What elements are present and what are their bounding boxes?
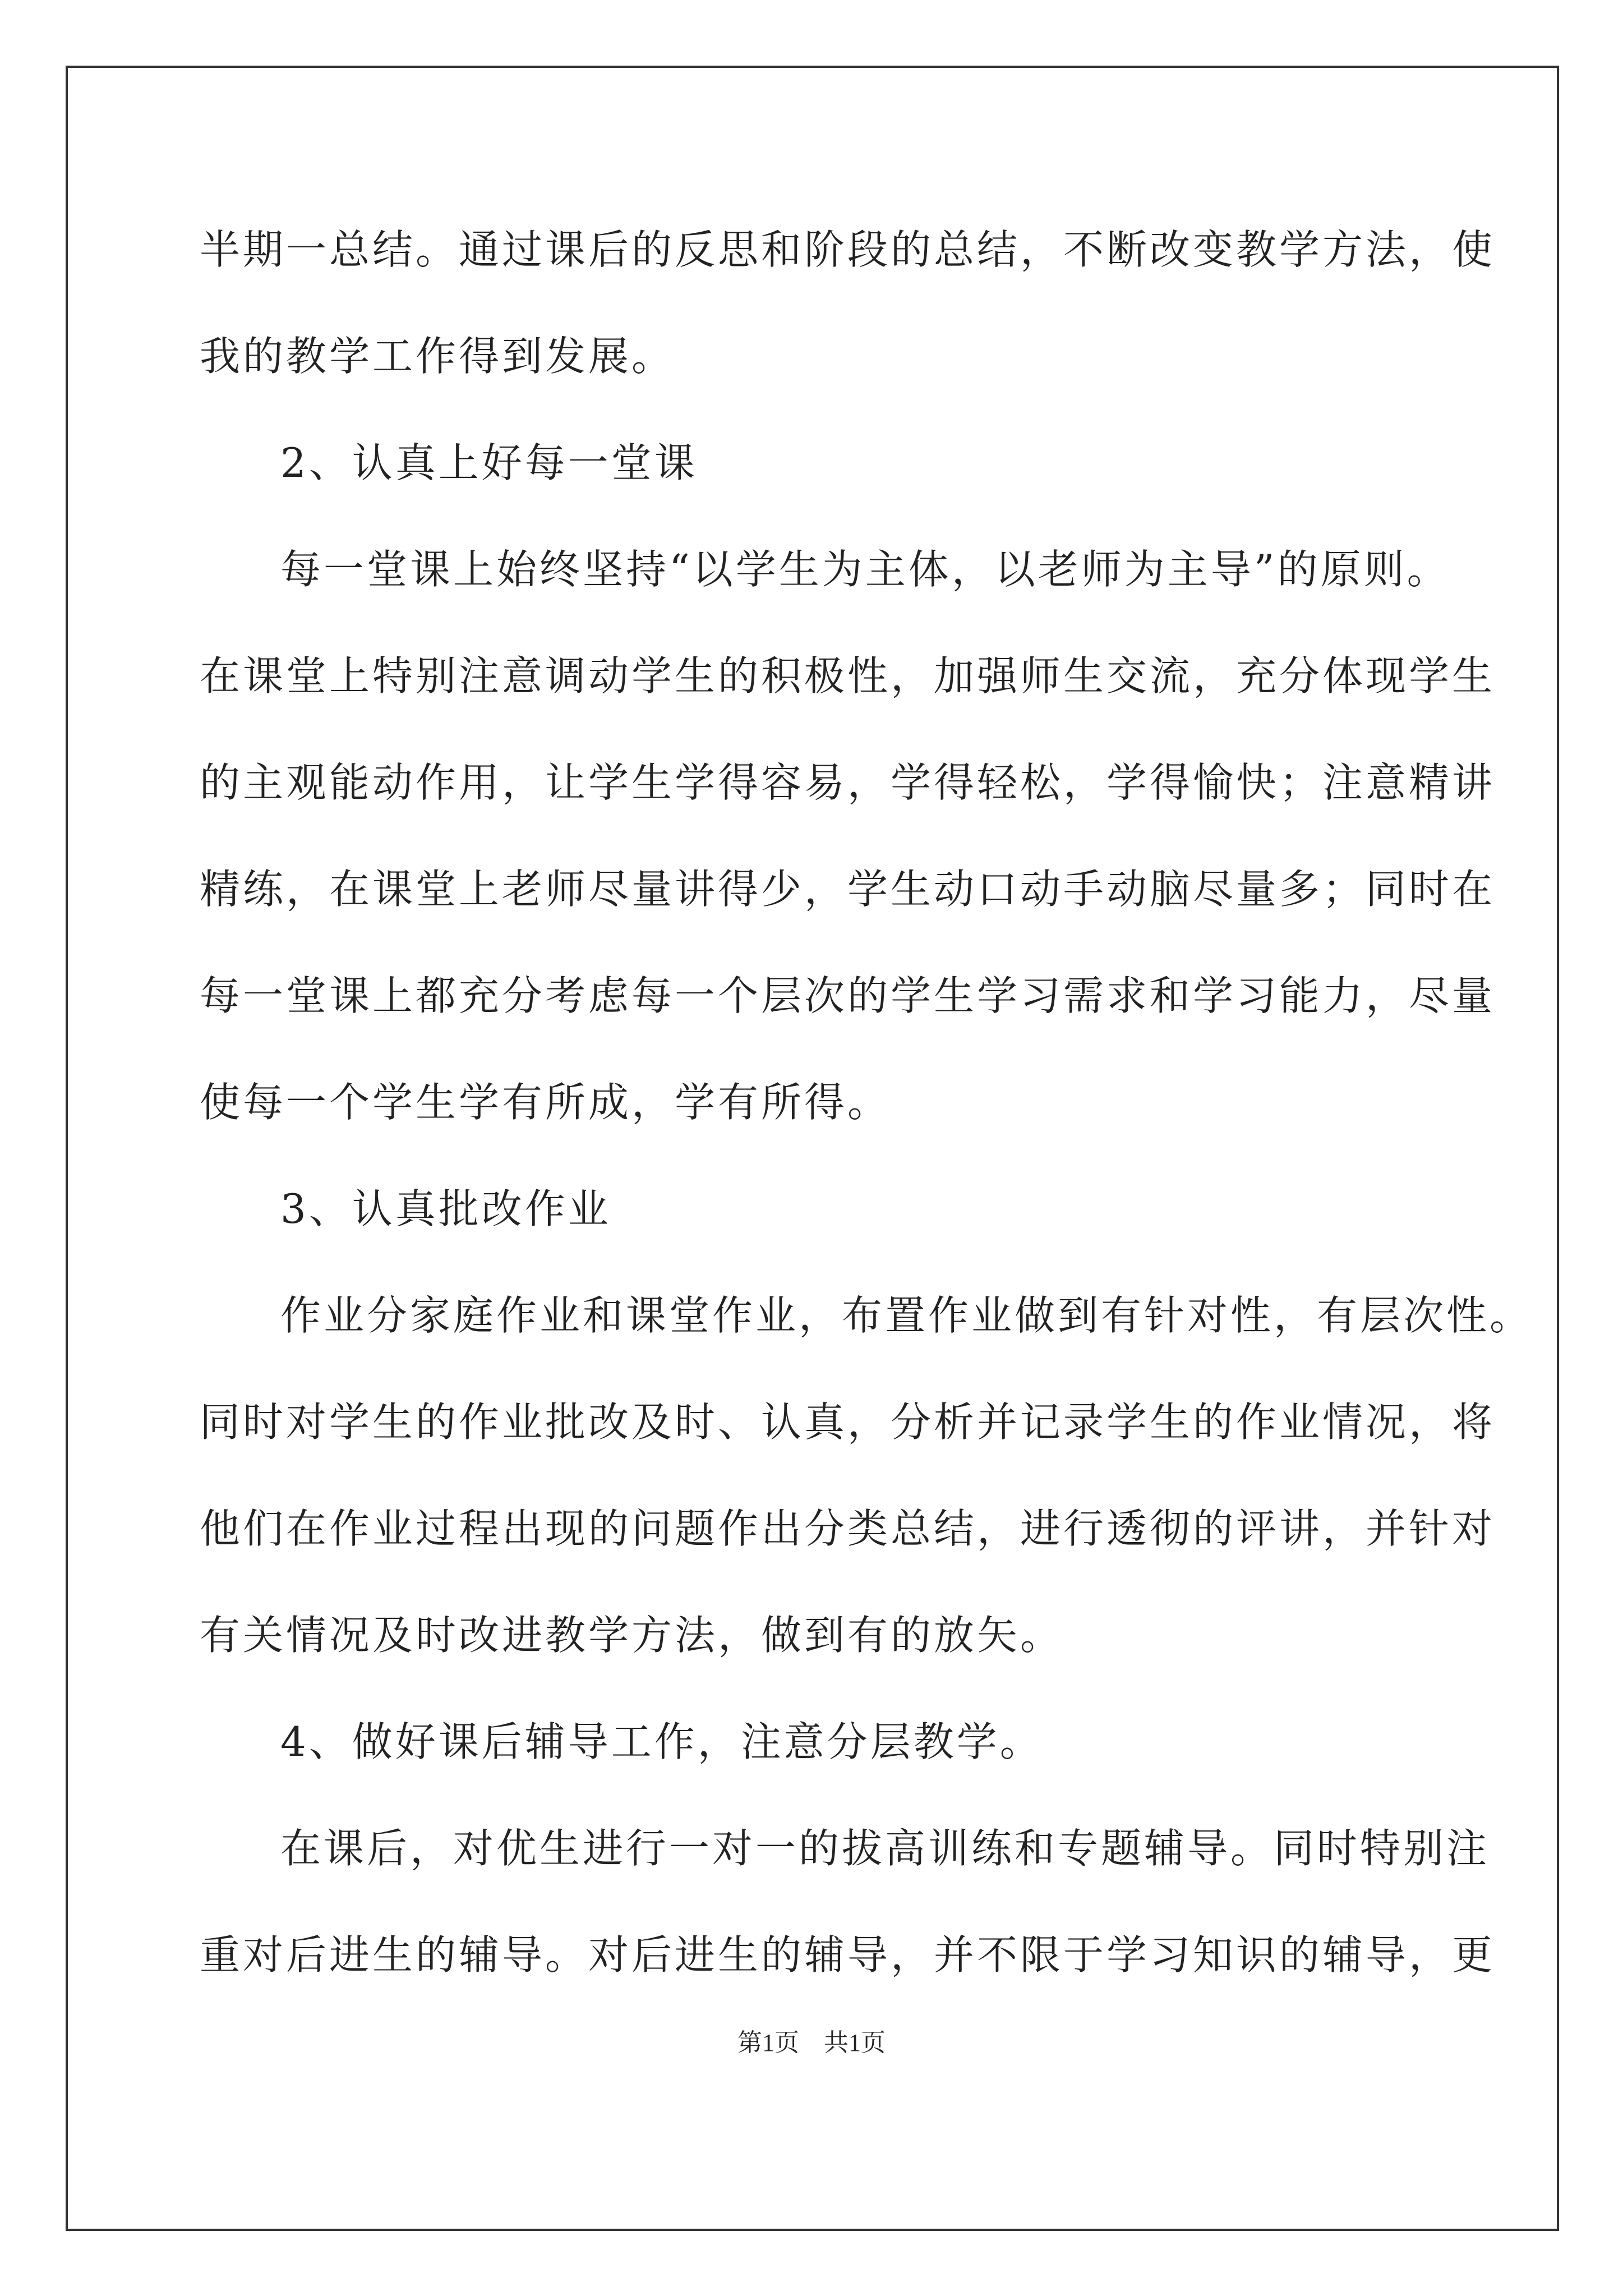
paragraph-line: 同时对学生的作业批改及时、认真，分析并记录学生的作业情况，将 bbox=[200, 1398, 1496, 1446]
paragraph-first-line: 在课后，对优生进行一对一的拔高训练和专题辅导。同时特别注 bbox=[280, 1825, 1490, 1872]
paragraph-line: 重对后进生的辅导。对后进生的辅导，并不限于学习知识的辅导，更 bbox=[200, 1931, 1496, 1978]
document-body bbox=[200, 196, 1533, 2008]
paragraph-line: 的主观能动作用，让学生学得容易，学得轻松，学得愉快；注意精讲 bbox=[200, 759, 1496, 806]
paragraph-line: 精练，在课堂上老师尽量讲得少，学生动口动手动脑尽量多；同时在 bbox=[200, 866, 1496, 913]
paragraph-first-line: 每一堂课上始终坚持“以学生为主体，以老师为主导”的原则。 bbox=[280, 546, 1450, 593]
paragraph-line: 在课堂上特别注意调动学生的积极性，加强师生交流，充分体现学生 bbox=[200, 652, 1496, 700]
paragraph-first-line: 4、做好课后辅导工作，注意分层教学。 bbox=[280, 1718, 1043, 1765]
paragraph-line: 有关情况及时改进教学方法，做到有的放矢。 bbox=[200, 1612, 1064, 1659]
paragraph-line: 半期一总结。通过课后的反思和阶段的总结，不断改变教学方法，使 bbox=[200, 226, 1496, 273]
page-footer: 第1页 共1页 bbox=[737, 2029, 886, 2056]
paragraph-line: 每一堂课上都充分考虑每一个层次的学生学习需求和学习能力，尽量 bbox=[200, 972, 1496, 1019]
paragraph-first-line: 3、认真批改作业 bbox=[280, 1185, 611, 1232]
paragraph-first-line: 2、认真上好每一堂课 bbox=[280, 439, 698, 486]
paragraph-line: 使每一个学生学有所成，学有所得。 bbox=[200, 1079, 891, 1126]
paragraph-line: 他们在作业过程出现的问题作出分类总结，进行透彻的评讲，并针对 bbox=[200, 1505, 1496, 1552]
paragraph-line: 我的教学工作得到发展。 bbox=[200, 333, 675, 380]
paragraph-first-line: 作业分家庭作业和课堂作业，布置作业做到有针对性，有层次性。 bbox=[280, 1292, 1533, 1339]
